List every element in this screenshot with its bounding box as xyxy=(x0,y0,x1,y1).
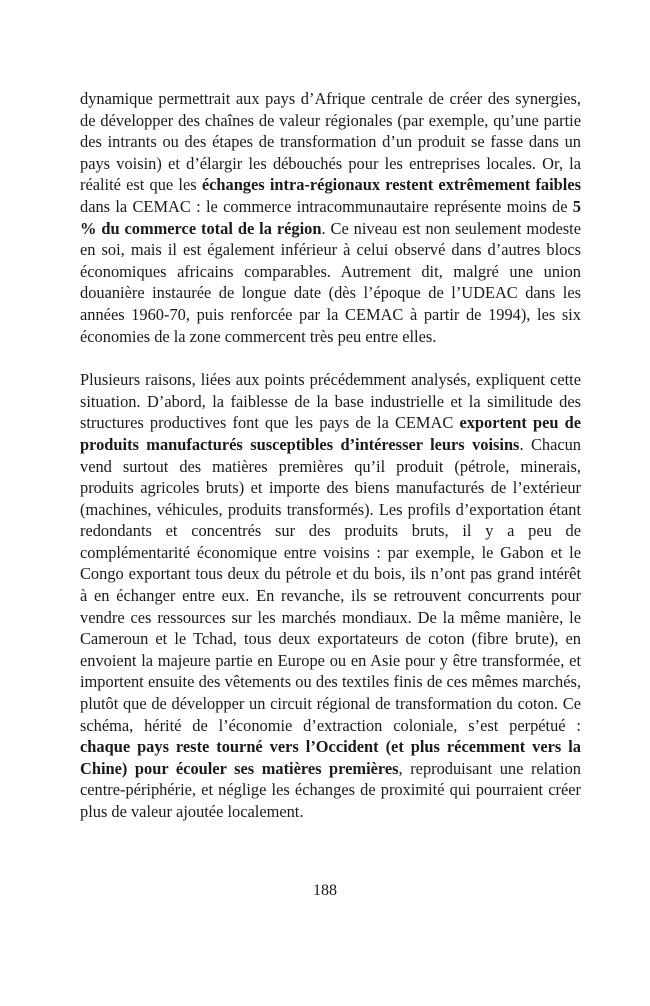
bold-phrase: exportent peu de produits manufacturés susceptibles d’intéresser leurs voisins xyxy=(80,413,581,454)
bold-phrase: échanges intra-régionaux restent extrêmement faibles xyxy=(201,175,581,195)
bold-phrase: chaque pays reste tourné vers l’Occident (et plus récemment vers la Chine) pour écouler ses matières premières xyxy=(80,737,581,778)
text-segment: , reproduisant une relation centre-périphérie, et néglige les échanges de proximité qui pourraient créer plus de valeur ajoutée localement. xyxy=(80,758,581,821)
page-number: 188 xyxy=(313,882,337,899)
paragraph-reasons xyxy=(80,369,581,822)
bold-phrase: 5 % du commerce total de la région xyxy=(80,196,581,238)
text-segment: . Chacun vend surtout des matières premières qu’il produit (pétrole, minerais, produits agricoles bruts) et importe des biens manufacturés de l’extérieur (machines, véhicules, produits transformés). Les profils d’exportation étant redondants et concentrés sur des produits bruts, il y a peu de complémentarité économique entre voisins : par exemple, le Gabon et le Congo exportant tous deux du pétrole et du bois, ils n’ont pas grand intérêt à en échanger entre eux. En revanche, ils se retrouvent concurrents pour vendre ces ressources sur les marchés mondiaux. De la même manière, le Cameroun et le Tchad, tous deux exportateurs de coton (fibre brute), en envoient la majeure partie en Europe ou en Asie pour y être transformée, et importent ensuite des vêtements ou des textiles finis de ces mêmes marchés, plutôt que de développer un circuit régional de transformation du coton. Ce schéma, hérité de l’économie d’extraction coloniale, s’est perpétué : xyxy=(80,434,582,735)
page-body xyxy=(80,88,581,823)
text-segment: . Ce niveau est non seulement modeste en soi, mais il est également inférieur à celui observé dans d’autres blocs économiques africains comparables. Autrement dit, malgré une union douanière instaurée de longue date (dès l’époque de l’UDEAC dans les années 1960-70, puis renforcée par la CEMAC à partir de 1994), les six économies de la zone commercent très peu entre elles. xyxy=(80,218,582,346)
text-segment: Plusieurs raisons, liées aux points précédemment analysés, expliquent cette situation. D’abord, la faiblesse de la base industrielle et la similitude des structures productives font que les pays de la CEMAC xyxy=(80,370,581,433)
text-segment: dynamique permettrait aux pays d’Afrique centrale de créer des synergies, de développer des chaînes de valeur régionales (par exemple, qu’une partie des intrants ou des étapes de transformation d’un produit se fasse dans un pays voisin) et d’élargir les débouchés pour les entreprises locales. Or, la réalité est que les xyxy=(80,89,581,195)
text-segment: dans la CEMAC : le commerce intracommunautaire représente moins de xyxy=(80,196,573,216)
paragraph-intra-regional-trade xyxy=(80,88,581,347)
